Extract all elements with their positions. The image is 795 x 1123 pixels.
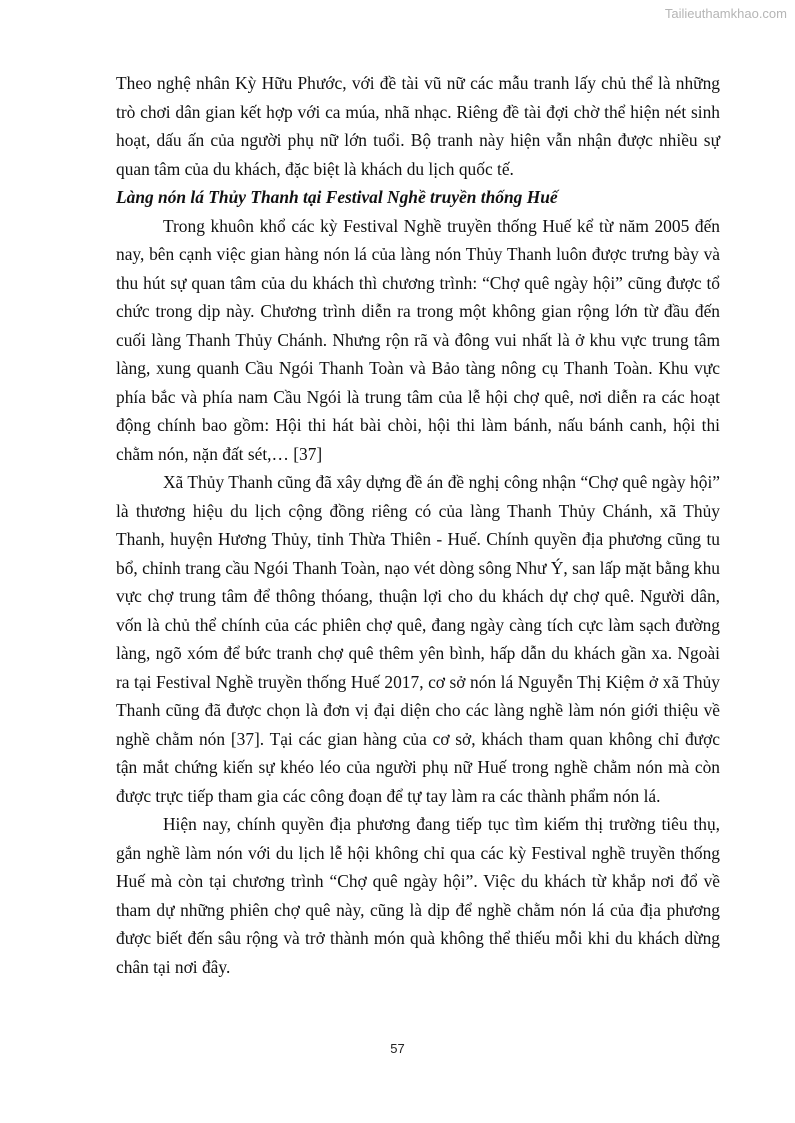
section-heading: Làng nón lá Thủy Thanh tại Festival Nghề truyền thống Huế bbox=[116, 187, 558, 207]
page-body bbox=[116, 69, 720, 981]
paragraph-2: Trong khuôn khổ các kỳ Festival Nghề truyền thống Huế kể từ năm 2005 đến nay, bên cạnh việc gian hàng nón lá của làng nón Thủy Thanh luôn được trưng bày và thu hút sự quan tâm của du khách thì chương trình: “Chợ quê ngày hội” cũng được tổ chức trong dịp này. Chương trình diễn ra trong một không gian rộng lớn từ đầu đến cuối làng Thanh Thủy Chánh. Nhưng rộn rã và đông vui nhất là ở khu vực trung tâm làng, xung quanh Cầu Ngói Thanh Toàn và Bảo tàng nông cụ Thanh Toàn. Khu vực phía bắc và phía nam Cầu Ngói là trung tâm của lễ hội chợ quê, nơi diễn ra các hoạt động chính bao gồm: Hội thi hát bài chòi, hội thi làm bánh, nấu bánh canh, hội thi chằm nón, nặn đất sét,… [37] bbox=[116, 215, 720, 464]
paragraph-1: Theo nghệ nhân Kỳ Hữu Phước, với đề tài vũ nữ các mẫu tranh lấy chủ thể là những trò chơi dân gian kết hợp với ca múa, nhã nhạc. Riêng đề tài đợi chờ thể hiện nét sinh hoạt, dấu ấn của người phụ nữ lớn tuổi. Bộ tranh này hiện vẫn nhận được nhiều sự quan tâm của du khách, đặc biệt là khách du lịch quốc tế. bbox=[116, 73, 720, 179]
paragraph-4: Hiện nay, chính quyền địa phương đang tiếp tục tìm kiếm thị trường tiêu thụ, gắn nghề làm nón với du lịch lễ hội không chỉ qua các kỳ Festival nghề truyền thống Huế mà còn tại chương trình “Chợ quê ngày hội”. Việc du khách từ khắp nơi đổ về tham dự những phiên chợ quê này, cũng là dịp để nghề chằm nón lá của địa phương được biết đến sâu rộng và trở thành món quà không thể thiếu mỗi khi du khách dừng chân tại nơi đây. bbox=[116, 814, 720, 977]
page-number: 57 bbox=[390, 1041, 405, 1056]
paragraph-3: Xã Thủy Thanh cũng đã xây dựng đề án đề nghị công nhận “Chợ quê ngày hội” là thương hiệu du lịch cộng đồng riêng có của làng Thanh Thủy Chánh, xã Thủy Thanh, huyện Hương Thủy, tỉnh Thừa Thiên - Huế. Chính quyền địa phương cũng tu bổ, chỉnh trang cầu Ngói Thanh Toàn, nạo vét dòng sông Như Ý, san lấp mặt bằng khu vực chợ trung tâm để thông thóang, thuận lợi cho du khách dự chợ quê. Người dân, vốn là chủ thể chính của các phiên chợ quê, đang ngày càng tích cực làm sạch đường làng, ngõ xóm để bức tranh chợ quê thêm yên bình, hấp dẫn du khách gần xa. Ngoài ra tại Festival Nghề truyền thống Huế 2017, cơ sở nón lá Nguyễn Thị Kiệm ở xã Thủy Thanh cũng đã được chọn là đơn vị đại diện cho các làng nghề làm nón giới thiệu về nghề chằm nón [37]. Tại các gian hàng của cơ sở, khách tham quan không chỉ được tận mắt chứng kiến sự khéo léo của người phụ nữ Huế trong nghề chằm nón mà còn được trực tiếp tham gia các công đoạn để tự tay làm ra các thành phẩm nón lá. bbox=[116, 472, 720, 806]
watermark: Tailieuthamkhao.com bbox=[664, 6, 787, 21]
